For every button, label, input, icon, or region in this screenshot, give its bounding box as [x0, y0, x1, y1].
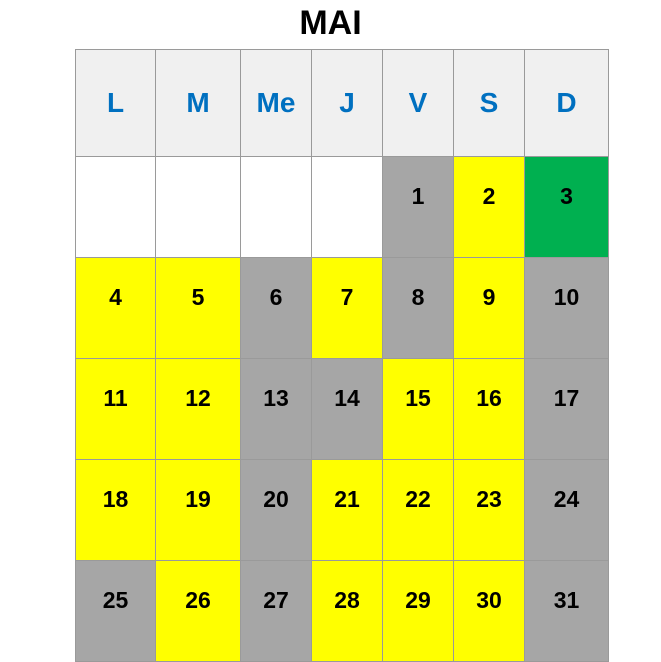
calendar-day-cell: 29 [383, 561, 454, 662]
calendar-day-cell: 12 [156, 359, 241, 460]
calendar-day-cell: 4 [76, 258, 156, 359]
weekday-header: Me [241, 50, 312, 157]
month-title: MAI [299, 4, 362, 42]
calendar-week-row [76, 561, 609, 662]
calendar-day-cell: 20 [241, 460, 312, 561]
calendar-day-cell: 13 [241, 359, 312, 460]
calendar-day-cell: 6 [241, 258, 312, 359]
calendar-day-cell: 5 [156, 258, 241, 359]
weekday-header: S [454, 50, 525, 157]
weekday-header: L [76, 50, 156, 157]
calendar-week-row [76, 460, 609, 561]
calendar-day-cell: 1 [383, 157, 454, 258]
calendar-day-cell: 28 [312, 561, 383, 662]
calendar-day-cell: 14 [312, 359, 383, 460]
calendar-day-cell: 10 [525, 258, 609, 359]
weekday-header: J [312, 50, 383, 157]
calendar-day-cell: 27 [241, 561, 312, 662]
calendar-empty-cell [241, 157, 312, 258]
calendar-day-cell: 7 [312, 258, 383, 359]
calendar-day-cell: 26 [156, 561, 241, 662]
calendar-empty-cell [76, 157, 156, 258]
calendar-day-cell: 3 [525, 157, 609, 258]
calendar-day-cell: 19 [156, 460, 241, 561]
calendar-day-cell: 23 [454, 460, 525, 561]
calendar-day-cell: 21 [312, 460, 383, 561]
calendar-week-row [76, 258, 609, 359]
calendar-day-cell: 24 [525, 460, 609, 561]
calendar-day-cell: 9 [454, 258, 525, 359]
calendar-week-row [76, 359, 609, 460]
calendar-day-cell: 31 [525, 561, 609, 662]
calendar-day-cell: 22 [383, 460, 454, 561]
calendar-day-cell: 15 [383, 359, 454, 460]
calendar-day-cell: 11 [76, 359, 156, 460]
weekday-header-row [76, 50, 609, 157]
weekday-header: V [383, 50, 454, 157]
calendar-day-cell: 25 [76, 561, 156, 662]
calendar-week-row [76, 157, 609, 258]
calendar-day-cell: 18 [76, 460, 156, 561]
calendar-day-cell: 30 [454, 561, 525, 662]
calendar-empty-cell [312, 157, 383, 258]
weekday-header: D [525, 50, 609, 157]
calendar-day-cell: 17 [525, 359, 609, 460]
calendar-day-cell: 8 [383, 258, 454, 359]
calendar-day-cell: 2 [454, 157, 525, 258]
calendar-empty-cell [156, 157, 241, 258]
calendar-day-cell: 16 [454, 359, 525, 460]
calendar-grid [75, 49, 609, 662]
weekday-header: M [156, 50, 241, 157]
calendar-weeks [76, 157, 609, 662]
